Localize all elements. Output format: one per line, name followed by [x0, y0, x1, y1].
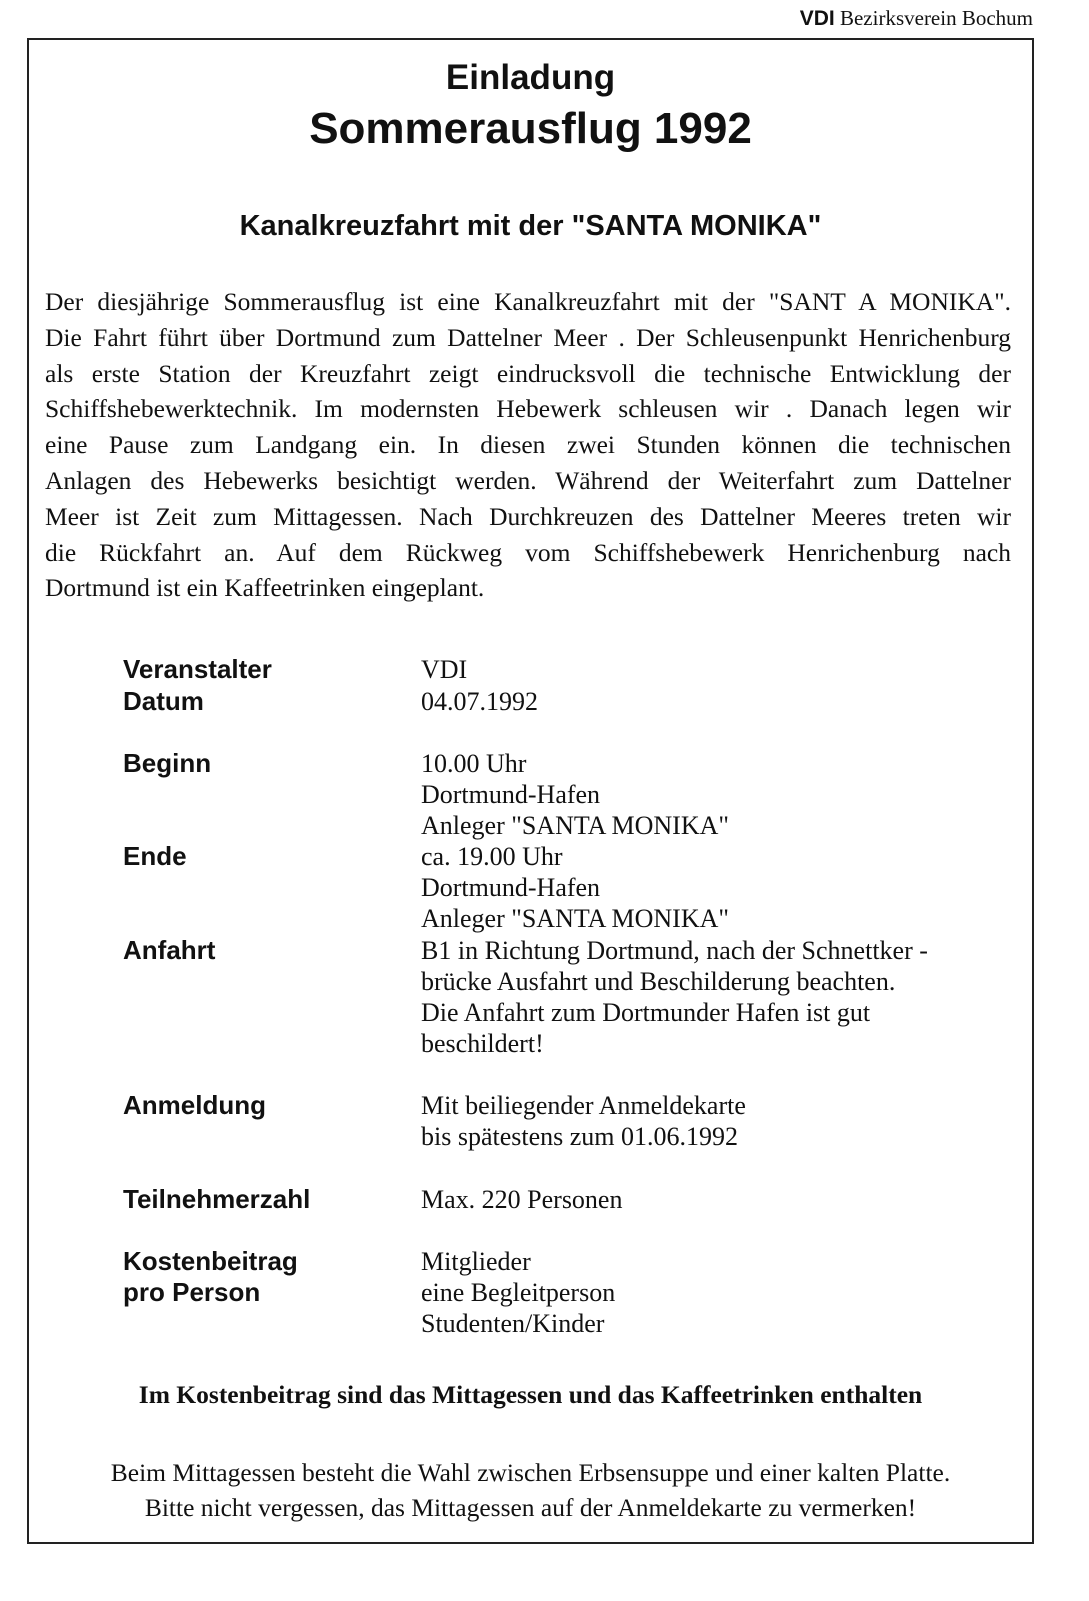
title-event: Sommerausflug 1992	[309, 104, 752, 153]
intro-line: Meer ist Zeit zum Mittagessen. Nach Durchkreuzen des Dattelner Meeres treten wir	[45, 501, 1011, 531]
intro-line: die Rückfahrt an. Auf dem Rückweg vom Schiffshebewerk Henrichenburg nach	[45, 537, 1011, 567]
label-date: Datum	[123, 686, 204, 716]
label-registration: Anmeldung	[123, 1090, 266, 1120]
value-start: 10.00 Uhr Dortmund-Hafen Anleger "SANTA MONIKA"	[421, 749, 730, 840]
intro-line: als erste Station der Kreuzfahrt zeigt eindrucksvoll die technische Entwicklung der	[45, 358, 1011, 388]
value-participants: Max. 220 Personen	[421, 1185, 623, 1214]
label-end: Ende	[123, 841, 187, 871]
label-start: Beginn	[123, 748, 212, 778]
value-directions: B1 in Richtung Dortmund, nach der Schnettker - brücke Ausfahrt und Beschilderung beachten. Die Anfahrt zum Dortmunder Hafen ist gut beschildert!	[421, 936, 928, 1058]
intro-line: eine Pause zum Landgang ein. In diesen zwei Stunden können die technischen	[45, 430, 1011, 460]
intro-line: Der diesjährige Sommerausflug ist eine Kanalkreuzfahrt mit der "SANT A MONIKA".	[45, 287, 1011, 316]
intro-line: Die Fahrt führt über Dortmund zum Dattelner Meer . Der Schleusenpunkt Henrichenburg	[45, 322, 1011, 352]
organization-header	[800, 6, 1033, 31]
intro-line: Schiffshebewerktechnik. Im modernsten Hebewerk schleusen wir . Danach legen wir	[45, 394, 1011, 424]
org-name: Bezirksverein Bochum	[839, 6, 1033, 30]
intro-line: Dortmund ist ein Kaffeetrinken eingeplant.	[45, 573, 485, 603]
lunch-note-line: Beim Mittagessen besteht die Wahl zwischen Erbsensuppe und einer kalten Platte.	[110, 1458, 951, 1487]
label-directions: Anfahrt	[123, 935, 216, 965]
value-date: 04.07.1992	[421, 687, 538, 716]
label-organizer: Veranstalter	[123, 654, 272, 684]
intro-paragraph	[45, 284, 1011, 606]
cost-included-note: Im Kostenbeitrag sind das Mittagessen und das Kaffeetrinken enthalten	[138, 1380, 923, 1409]
value-registration: Mit beiliegender Anmeldekarte bis spätestens zum 01.06.1992	[421, 1091, 746, 1151]
subtitle: Kanalkreuzfahrt mit der "SANTA MONIKA"	[239, 210, 822, 242]
title-invitation: Einladung	[445, 58, 616, 97]
lunch-note-line: Bitte nicht vergessen, das Mittagessen auf der Anmeldekarte zu vermerken!	[144, 1493, 917, 1522]
value-organizer: VDI	[421, 655, 468, 684]
label-cost: Kostenbeitrag pro Person	[123, 1246, 298, 1307]
value-end: ca. 19.00 Uhr Dortmund-Hafen Anleger "SANTA MONIKA"	[421, 842, 730, 933]
lunch-note	[29, 1455, 1032, 1525]
invitation-frame	[27, 38, 1034, 1544]
label-participants: Teilnehmerzahl	[123, 1184, 311, 1214]
value-cost: Mitglieder eine Begleitperson Studenten/Kinder	[421, 1247, 616, 1338]
intro-line: Anlagen des Hebewerks besichtigt werden. Während der Weiterfahrt zum Dattelner	[45, 465, 1011, 495]
org-prefix: VDI	[799, 7, 835, 30]
